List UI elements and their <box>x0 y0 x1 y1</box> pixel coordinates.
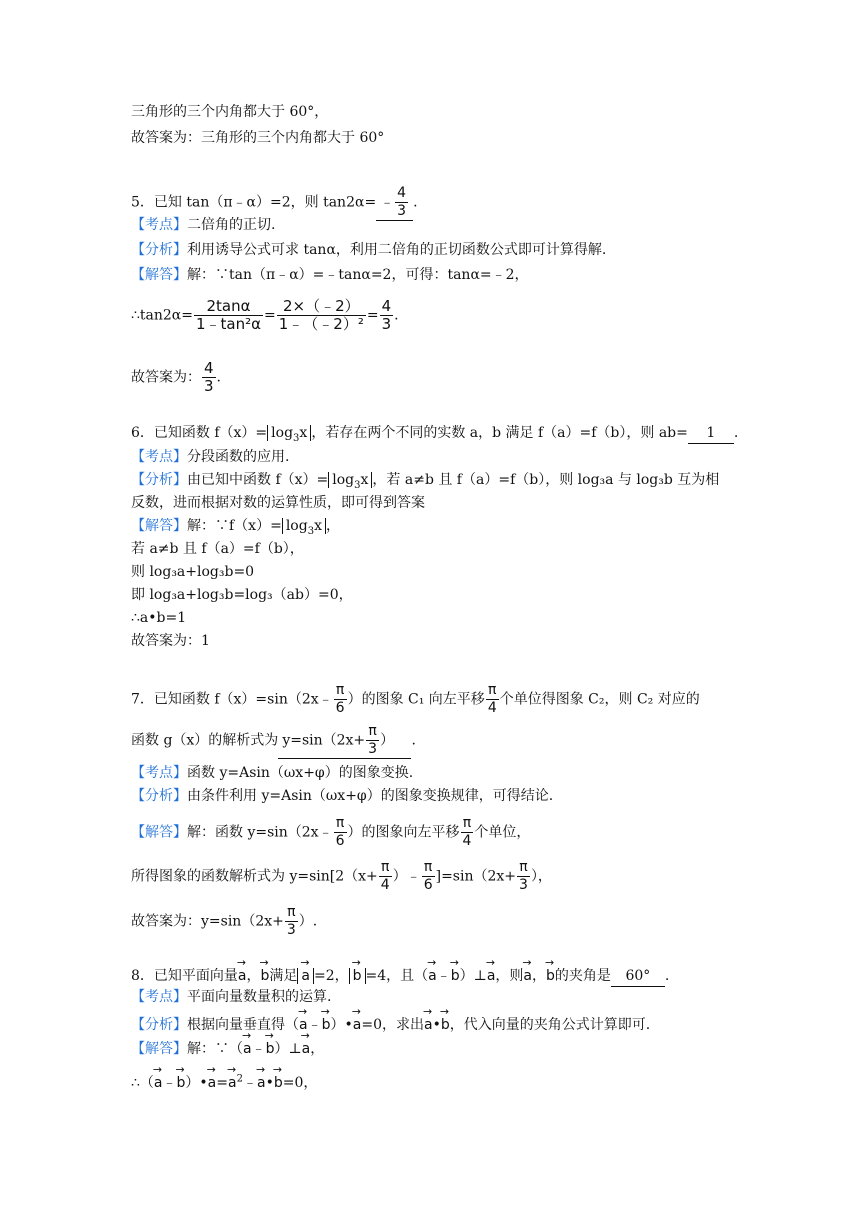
q8-abs-b <box>349 968 366 984</box>
q7-jieda <box>131 815 530 850</box>
q7-answer <box>278 723 411 759</box>
q8-kaodian-text: 平面向量数量积的运算. <box>187 989 332 1005</box>
q7-jieda-a: 解：函数 y=sin（2x﹣ <box>187 824 333 841</box>
q5-frac-3-den: 3 <box>381 315 392 333</box>
q7-stem-c: 个单位得图象 C₂，则 C₂ 对应的 <box>499 691 700 708</box>
q8-fenxi-a: 根据向量垂直得（ <box>187 1017 299 1033</box>
q7-stem-2: 函数 g（x）的解析式为 y=sin（2x+ $\frac{\pi}{3}$ ） . <box>131 723 416 757</box>
q5-answer-den: 3 <box>397 203 407 219</box>
q6-jieda-abs: $\log_3x$ <box>282 518 326 534</box>
q6-step-4: ∴a•b=1 <box>131 610 187 626</box>
q5-frac-2 <box>277 298 366 333</box>
q5-kaodian-text: 二倍角的正切. <box>187 217 276 233</box>
vector-b: → b <box>441 1011 450 1035</box>
q5-result-lead: 故答案为： <box>131 369 201 386</box>
q7-den-4: 4 <box>487 700 497 716</box>
q8-fenxi-c: =0，求出 <box>361 1017 424 1033</box>
q7-kaodian <box>131 763 413 783</box>
vector-a: → a <box>208 1069 217 1093</box>
jieda-tag: 【解答】 <box>131 1041 187 1057</box>
vector-b: → b <box>322 1011 331 1035</box>
vector-b: → b <box>353 962 362 986</box>
q7-stem-a: 7．已知函数 f（x）=sin（2x﹣ <box>131 691 333 708</box>
jieda-tag: 【解答】 <box>131 518 187 534</box>
q7-kaodian-text: 函数 y=Asin（ωx+φ）的图象变换. <box>187 765 414 781</box>
q7-jieda-frac-pi4 <box>461 815 474 850</box>
q5-frac-1-den: 1﹣tan²α <box>196 315 262 333</box>
q7-s1-frac-pi4 <box>379 859 392 894</box>
q7-jieda-b: ）的图象向左平移 <box>347 824 460 841</box>
q7-s1-a: 所得图象的函数解析式为 y=sin[2（x+ <box>131 868 378 885</box>
q8-stem: 8．已知平面向量→ a，→ b满足→ a =2，→ b =4，且（→ a﹣→ b）⊥→ a，则→ a，→ b的夹角是 60° . <box>131 962 669 987</box>
q8-jieda-b: ）⊥ <box>274 1041 302 1057</box>
q5-answer-fraction <box>395 185 408 220</box>
intro-line-1: 三角形的三个内角都大于 60°， <box>131 104 329 120</box>
q6-stem-b: ，若存在两个不同的实数 a，b 满足 f（a）=f（b），则 ab= <box>311 425 688 441</box>
q7-frac-pi4 <box>486 682 499 717</box>
q5-jieda <box>131 265 529 285</box>
q7-stem2-a: 函数 g（x）的解析式为 <box>131 732 279 749</box>
q8-step-1: ∴（→ a﹣→ b）•→ $a=\to a^2﹣\to$ a•→ b=0， <box>131 1069 317 1093</box>
q6-step-2: 则 log₃a+log₃b=0 <box>131 564 255 580</box>
q8-stem-a: 8．已知平面向量 <box>131 968 238 984</box>
pi-symbol: π <box>381 859 390 875</box>
q5-answer <box>376 185 413 221</box>
vector-a: → a <box>257 1069 266 1093</box>
q8-last-b: ）• <box>185 1075 208 1091</box>
q8-last-a: ∴（ <box>131 1075 154 1091</box>
q5-stem-end: . <box>413 194 418 211</box>
q5-calc: ∴tan2α= $\frac{2\tan\alpha}{\text{1﹣tan²α}}$ = $\frac{2\times(﹣2)}{\text{1﹣（﹣2）²}}$ = $\frac{4}{3}$ . <box>131 297 399 333</box>
q8-jieda-a: 解：∵（ <box>187 1041 243 1057</box>
q7-fenxi <box>131 786 553 806</box>
fenxi-tag: 【分析】 <box>131 472 187 488</box>
vector-b: → b <box>274 1069 283 1093</box>
pi-symbol: π <box>368 723 377 739</box>
q5-answer-num: 4 <box>397 185 407 201</box>
vector-a: → a <box>302 1035 311 1059</box>
vector-a: → a <box>428 962 437 986</box>
q8-answer: 60° <box>611 966 665 987</box>
vector-b: → b <box>261 962 270 986</box>
vector-b: → b <box>451 962 460 986</box>
q5-answer-sign: ﹣ <box>380 194 395 211</box>
q5-frac-3-num: 4 <box>381 297 392 315</box>
q7-s1-c: ]=sin（2x+ <box>435 868 517 885</box>
q6-kaodian-text: 分段函数的应用. <box>187 449 290 465</box>
q5-result-num: 4 <box>204 359 214 377</box>
q7-den-3: 3 <box>286 922 296 938</box>
q7-den-3: 3 <box>368 741 378 757</box>
q6-fenxi-abs: $\log_3x$ <box>328 472 372 488</box>
pi-symbol: π <box>335 815 345 831</box>
vector-a: → a <box>301 962 310 986</box>
q8-fenxi: 【分析】根据向量垂直得（→ a﹣→ b）•→ a=0，求出→ a•→ b，代入向量的夹角公式计算即可. <box>131 1011 650 1035</box>
q7-fenxi-text: 由条件利用 y=Asin（ωx+φ）的图象变换规律，可得结论. <box>187 788 554 804</box>
q7-step-2 <box>131 904 317 939</box>
q5-frac-1 <box>194 298 263 333</box>
pi-symbol: π <box>335 682 345 698</box>
q8-stem-f: ，则 <box>495 968 524 984</box>
q5-frac-2-den: 1﹣（﹣2）² <box>278 315 364 333</box>
q5-frac-2-num: 2×（﹣2） <box>282 297 360 315</box>
q7-den-4: 4 <box>380 877 390 893</box>
q6-jieda: 【解答】解：∵f（x）= $\log_3x$ ， <box>131 518 340 537</box>
q6-kaodian <box>131 447 289 467</box>
vector-a: → a <box>154 1069 163 1093</box>
vector-b: → b <box>546 962 555 986</box>
q7-s2-b: ）. <box>298 913 318 930</box>
q7-s1-frac-pi6 <box>422 859 435 894</box>
vector-b: → b <box>177 1069 186 1093</box>
jieda-tag: 【解答】 <box>131 824 187 841</box>
q6-answer: 1 <box>688 423 734 444</box>
q5-kaodian <box>131 215 275 235</box>
q8-last-c: =0， <box>282 1075 318 1091</box>
q7-s1-d: ）， <box>530 868 552 885</box>
q5-result-den: 3 <box>204 377 214 395</box>
q8-stem-e: ）⊥ <box>459 968 487 984</box>
q7-stem-b: ）的图象 C₁ 向左平移 <box>347 691 485 708</box>
q8-abs-a <box>297 968 314 984</box>
q8-stem-b: 满足 <box>269 968 298 984</box>
pi-symbol: π <box>423 859 433 875</box>
q8-stem-g: 的夹角是 <box>554 968 611 984</box>
pi-symbol: π <box>519 859 528 875</box>
q5-result-fraction <box>202 360 216 395</box>
vector-a: → a <box>243 1035 252 1059</box>
vector-a: → a <box>523 962 532 986</box>
q5-calc-lead: ∴tan2α= <box>131 307 193 324</box>
q8-jieda: 【解答】解：∵（→ a﹣→ b）⊥→ a， <box>131 1035 324 1059</box>
q6-fenxi-b: ，若 a≠b 且 f（a）=f（b），则 log₃a 与 log₃b 互为相 <box>372 472 720 488</box>
q6-abs-log: $\log_3x$ <box>267 425 311 441</box>
q8-fenxi-d: ，代入向量的夹角公式计算即可. <box>449 1017 651 1033</box>
q6-stem: 6．已知函数 $f(x)= \log_3x$ ，若存在两个不同的实数 a，b 满足 f（a）=f（b），则 ab= 1 . <box>131 425 739 444</box>
q6-fenxi <box>131 470 719 496</box>
fenxi-tag: 【分析】 <box>131 242 187 258</box>
q7-step-1 <box>131 859 552 894</box>
q8-stem-c: =2， <box>314 968 349 984</box>
q7-jieda-frac-pi6 <box>334 815 347 850</box>
fenxi-tag: 【分析】 <box>131 1017 187 1033</box>
pi-symbol: π <box>287 904 296 920</box>
q5-jieda-text: 解：∵tan（π﹣α）=﹣tanα=2，可得：tanα=﹣2， <box>187 267 529 283</box>
q5-frac-1-num: 2tanα <box>206 297 251 315</box>
q7-answer-b: ） <box>380 732 395 749</box>
q5-fenxi-text: 利用诱导公式可求 tanα，利用二倍角的正切函数公式即可计算得解. <box>187 242 607 258</box>
q7-s1-frac-pi3 <box>517 859 530 894</box>
q7-answer-a: y=sin（2x+ <box>282 732 366 749</box>
kaodian-tag: 【考点】 <box>131 217 187 233</box>
q8-fenxi-b: ）• <box>330 1017 353 1033</box>
q6-fenxi-2: 反数，进而根据对数的运算性质，即可得到答案 <box>131 495 425 511</box>
pi-symbol: π <box>462 815 472 831</box>
q7-stem <box>131 682 700 717</box>
kaodian-tag: 【考点】 <box>131 765 187 781</box>
q6-step-1: 若 a≠b 且 f（a）=f（b）， <box>131 541 304 557</box>
fenxi-tag: 【分析】 <box>131 788 187 804</box>
q5-frac-3 <box>380 298 394 333</box>
q7-den-6: 6 <box>335 833 345 849</box>
vector-a: → a <box>353 1011 362 1035</box>
vector-a: → a <box>228 1069 237 1093</box>
q5-stem-text: 5．已知 tan（π﹣α）=2，则 tan2α= <box>131 194 377 211</box>
intro-line-2: 故答案为：三角形的三个内角都大于 60° <box>131 130 385 146</box>
q6-stem-a: 6．已知函数 f（x）= <box>131 425 268 441</box>
q6-jieda-text: 解：∵f（x）= <box>187 518 282 534</box>
q5-fenxi <box>131 240 606 260</box>
q7-den-3: 3 <box>519 877 528 893</box>
vector-a: → a <box>487 962 496 986</box>
q7-den-4: 4 <box>462 833 472 849</box>
vector-a: → a <box>424 1011 433 1035</box>
q7-s1-b: ）﹣ <box>392 868 421 885</box>
q6-step-3: 即 log₃a+log₃b=log₃（ab）=0， <box>131 587 353 603</box>
q7-frac-pi6 <box>334 682 347 717</box>
q8-stem-d: =4，且（ <box>365 968 429 984</box>
vector-a: → a <box>238 962 247 986</box>
vector-a: → a <box>299 1011 308 1035</box>
jieda-tag: 【解答】 <box>131 267 187 283</box>
vector-b: → b <box>266 1035 275 1059</box>
q5-result: 故答案为： $\frac{4}{3}$ . <box>131 359 221 395</box>
q7-answer-frac <box>366 723 379 758</box>
kaodian-tag: 【考点】 <box>131 449 187 465</box>
q7-den-6: 6 <box>423 877 433 893</box>
q7-s2-frac-pi3 <box>285 904 298 939</box>
kaodian-tag: 【考点】 <box>131 989 187 1005</box>
q6-step-5: 故答案为：1 <box>131 633 210 649</box>
pi-symbol: π <box>488 682 497 698</box>
q6-fenxi-a: 由已知中函数 f（x）= <box>187 472 329 488</box>
q7-jieda-c: 个单位， <box>474 824 531 841</box>
q7-s2-a: 故答案为：y=sin（2x+ <box>131 913 284 930</box>
q7-den-6: 6 <box>335 700 345 716</box>
